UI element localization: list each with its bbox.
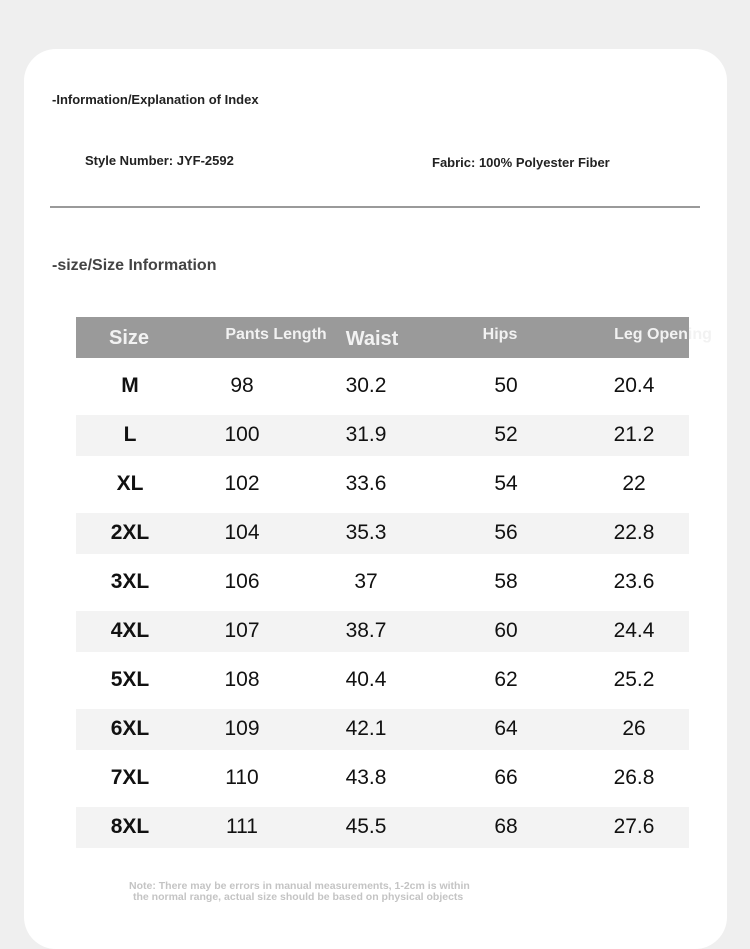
pants-length-cell: 107 xyxy=(224,619,260,642)
pants-length-cell: 102 xyxy=(224,472,260,495)
table-row xyxy=(76,807,689,848)
info-section-title: -Information/Explanation of Index xyxy=(52,92,259,107)
waist-cell: 35.3 xyxy=(345,521,387,544)
size-cell: XL xyxy=(116,472,144,495)
style-number: Style Number: JYF-2592 xyxy=(85,153,234,168)
leg-opening-cell: 27.6 xyxy=(613,815,655,838)
size-cell: 3XL xyxy=(110,570,150,593)
size-section-title: -size/Size Information xyxy=(52,257,217,274)
leg-opening-cell: 23.6 xyxy=(613,570,655,593)
pants-length-cell: 108 xyxy=(224,668,260,691)
waist-cell: 42.1 xyxy=(345,717,387,740)
table-row xyxy=(76,366,689,407)
table-row xyxy=(76,709,689,750)
note-line-2: the normal range, actual size should be based on physical objects xyxy=(133,891,464,903)
table-row xyxy=(76,758,689,799)
leg-opening-cell: 21.2 xyxy=(613,423,655,446)
waist-cell: 31.9 xyxy=(345,423,387,446)
header-leg-opening: Leg Opening xyxy=(614,326,712,343)
header-pants-length: Pants Length xyxy=(225,326,327,343)
waist-cell: 37 xyxy=(354,570,378,593)
header-size: Size xyxy=(108,327,150,349)
leg-opening-cell: 24.4 xyxy=(613,619,655,642)
size-cell: 6XL xyxy=(110,717,150,740)
size-cell: 2XL xyxy=(110,521,150,544)
hips-cell: 50 xyxy=(494,374,518,397)
leg-opening-cell: 20.4 xyxy=(613,374,655,397)
size-cell: 7XL xyxy=(110,766,150,789)
pants-length-cell: 100 xyxy=(224,423,260,446)
measurement-note xyxy=(129,881,559,903)
waist-cell: 38.7 xyxy=(345,619,387,642)
hips-cell: 64 xyxy=(494,717,518,740)
note-line-1: Note: There may be errors in manual measurements, 1-2cm is within xyxy=(129,880,470,892)
size-cell: 5XL xyxy=(110,668,150,691)
pants-length-cell: 111 xyxy=(226,815,258,838)
size-cell: M xyxy=(121,374,139,397)
leg-opening-cell: 22 xyxy=(622,472,646,495)
table-row xyxy=(76,660,689,701)
table-row xyxy=(76,513,689,554)
leg-opening-cell: 25.2 xyxy=(613,668,655,691)
pants-length-cell: 104 xyxy=(224,521,260,544)
hips-cell: 54 xyxy=(494,472,518,495)
fabric-info: Fabric: 100% Polyester Fiber xyxy=(432,155,610,170)
size-table-header xyxy=(76,317,712,358)
size-cell: 8XL xyxy=(110,815,150,838)
pants-length-cell: 106 xyxy=(224,570,260,593)
leg-opening-cell: 22.8 xyxy=(613,521,655,544)
hips-cell: 66 xyxy=(494,766,518,789)
size-cell: 4XL xyxy=(110,619,150,642)
size-cell: L xyxy=(123,423,137,446)
hips-cell: 56 xyxy=(494,521,518,544)
table-row xyxy=(76,562,689,603)
size-table-body xyxy=(76,366,689,856)
leg-opening-cell: 26.8 xyxy=(613,766,655,789)
header-waist: Waist xyxy=(345,328,399,350)
pants-length-cell: 109 xyxy=(224,717,260,740)
table-row xyxy=(76,415,689,456)
header-hips: Hips xyxy=(482,326,518,343)
hips-cell: 68 xyxy=(494,815,518,838)
waist-cell: 40.4 xyxy=(345,668,387,691)
waist-cell: 45.5 xyxy=(345,815,387,838)
hips-cell: 58 xyxy=(494,570,518,593)
hips-cell: 62 xyxy=(494,668,518,691)
waist-cell: 43.8 xyxy=(345,766,387,789)
hips-cell: 52 xyxy=(494,423,518,446)
pants-length-cell: 98 xyxy=(230,374,254,397)
hips-cell: 60 xyxy=(494,619,518,642)
section-divider xyxy=(50,206,700,208)
table-row xyxy=(76,464,689,505)
waist-cell: 33.6 xyxy=(345,472,387,495)
leg-opening-cell: 26 xyxy=(622,717,646,740)
table-row xyxy=(76,611,689,652)
waist-cell: 30.2 xyxy=(345,374,387,397)
pants-length-cell: 110 xyxy=(225,766,259,789)
